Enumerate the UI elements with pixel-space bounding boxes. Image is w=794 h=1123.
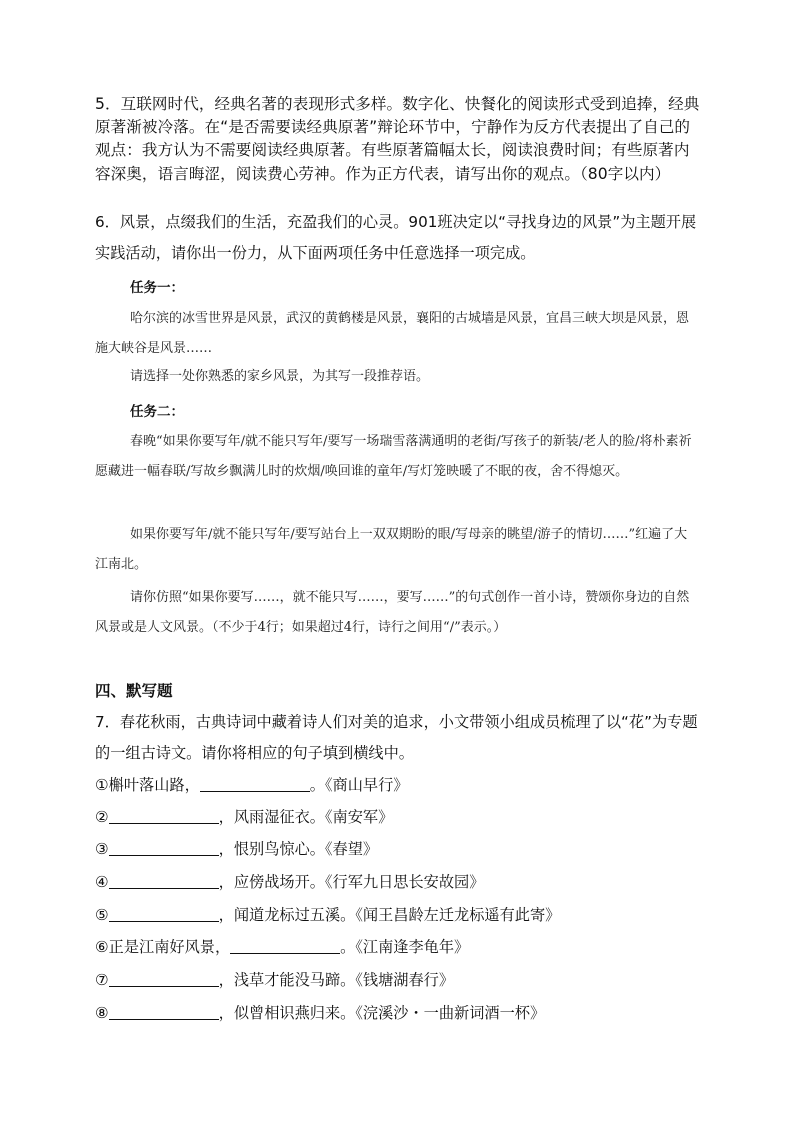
fill-item-3 xyxy=(95,838,378,859)
answer-blank[interactable] xyxy=(109,920,219,922)
item-number: ③ xyxy=(95,840,109,858)
fill-item-2 xyxy=(95,806,393,827)
question-7-intro: 7．春花秋雨，古典诗词中藏着诗人们对美的追求，小文带领小组成员梳理了以“花”为专题的一组古诗文。请你将相应的句子填到横线中。 xyxy=(95,713,698,762)
item-number: ④ xyxy=(95,873,109,891)
question-5: 5．互联网时代，经典名著的表现形式多样。数字化、快餐化的阅读形式受到追捧，经典原著渐被冷落。在“是否需要读经典原著”辩论环节中，宁静作为反方代表提出了自己的观点：我方认为不需要阅读经典原著。有些原著篇幅太长，阅读浪费时间；有些原著内容深奥，语言晦涩，阅读费心劳神。作为正方代表，请写出你的观点。（80字以内） xyxy=(95,95,700,183)
task-2-title: 任务二： xyxy=(130,404,184,420)
answer-blank[interactable] xyxy=(109,985,219,987)
task-1-title: 任务一： xyxy=(130,280,184,296)
item-suffix: ，似曾相识燕归来。《浣溪沙・一曲新词酒一杯》 xyxy=(218,1004,546,1022)
item-number: ⑤ xyxy=(95,906,109,924)
item-suffix: ，闻道龙标过五溪。《闻王昌龄左迁龙标遥有此寄》 xyxy=(218,906,561,924)
section-4-heading: 四、默写题 xyxy=(95,682,173,700)
item-prefix: 正是江南好风景， xyxy=(108,938,231,956)
task-2-instruction: 请你仿照“如果你要写……，就不能只写……，要写……”的句式创作一首小诗，赞颂你身边的自然风景或是人文风景。（不少于4行；如果超过4行，诗行之间用“/”表示。） xyxy=(95,590,690,635)
fill-item-4 xyxy=(95,871,484,892)
fill-item-5 xyxy=(95,904,560,925)
task-1-text: 哈尔滨的冰雪世界是风景，武汉的黄鹤楼是风景，襄阳的古城墙是风景，宜昌三峡大坝是风景，恩施大峡谷是风景…… xyxy=(95,311,690,356)
answer-blank[interactable] xyxy=(109,854,219,856)
item-prefix: 槲叶落山路， xyxy=(108,776,200,794)
item-number: ② xyxy=(95,808,109,826)
item-number: ① xyxy=(95,776,109,794)
answer-blank[interactable] xyxy=(109,887,219,889)
item-suffix: ，应傍战场开。《行军九日思长安故园》 xyxy=(218,873,485,891)
answer-blank[interactable] xyxy=(109,822,219,824)
task-2-poem-part1: 春晚“如果你要写年/就不能只写年/要写一场瑞雪落满通明的老街/写孩子的新装/老人的脸/将朴素祈愿藏进一幅春联/写故乡飘满儿时的炊烟/唤回谁的童年/写灯笼映暖了不眠的夜，舍不得熄灭。 xyxy=(95,434,692,479)
item-number: ⑧ xyxy=(95,1004,109,1022)
item-suffix: ，风雨湿征衣。《南安军》 xyxy=(218,808,394,826)
answer-blank[interactable] xyxy=(109,1018,219,1020)
item-suffix: 。《商山早行》 xyxy=(309,776,409,794)
fill-item-7 xyxy=(95,969,454,990)
answer-blank[interactable] xyxy=(200,790,310,792)
answer-blank[interactable] xyxy=(230,952,340,954)
task-2-poem-part2: 如果你要写年/就不能只写年/要写站台上一双双期盼的眼/写母亲的眺望/游子的情切……”红遍了大江南北。 xyxy=(95,527,688,572)
item-number: ⑥ xyxy=(95,938,109,956)
fill-item-6 xyxy=(95,936,469,957)
question-6-intro: 6．风景，点缀我们的生活，充盈我们的心灵。901班决定以“寻找身边的风景”为主题开展实践活动，请你出一份力，从下面两项任务中任意选择一项完成。 xyxy=(95,213,697,262)
item-suffix: ，恨别鸟惊心。《春望》 xyxy=(218,840,379,858)
task-1-instruction: 请选择一处你熟悉的家乡风景，为其写一段推荐语。 xyxy=(130,369,430,384)
item-suffix: ，浅草才能没马蹄。《钱塘湖春行》 xyxy=(218,971,455,989)
item-number: ⑦ xyxy=(95,971,109,989)
item-suffix: 。《江南逢李龟年》 xyxy=(340,938,470,956)
fill-item-8 xyxy=(95,1002,545,1023)
fill-item-1 xyxy=(95,774,408,795)
